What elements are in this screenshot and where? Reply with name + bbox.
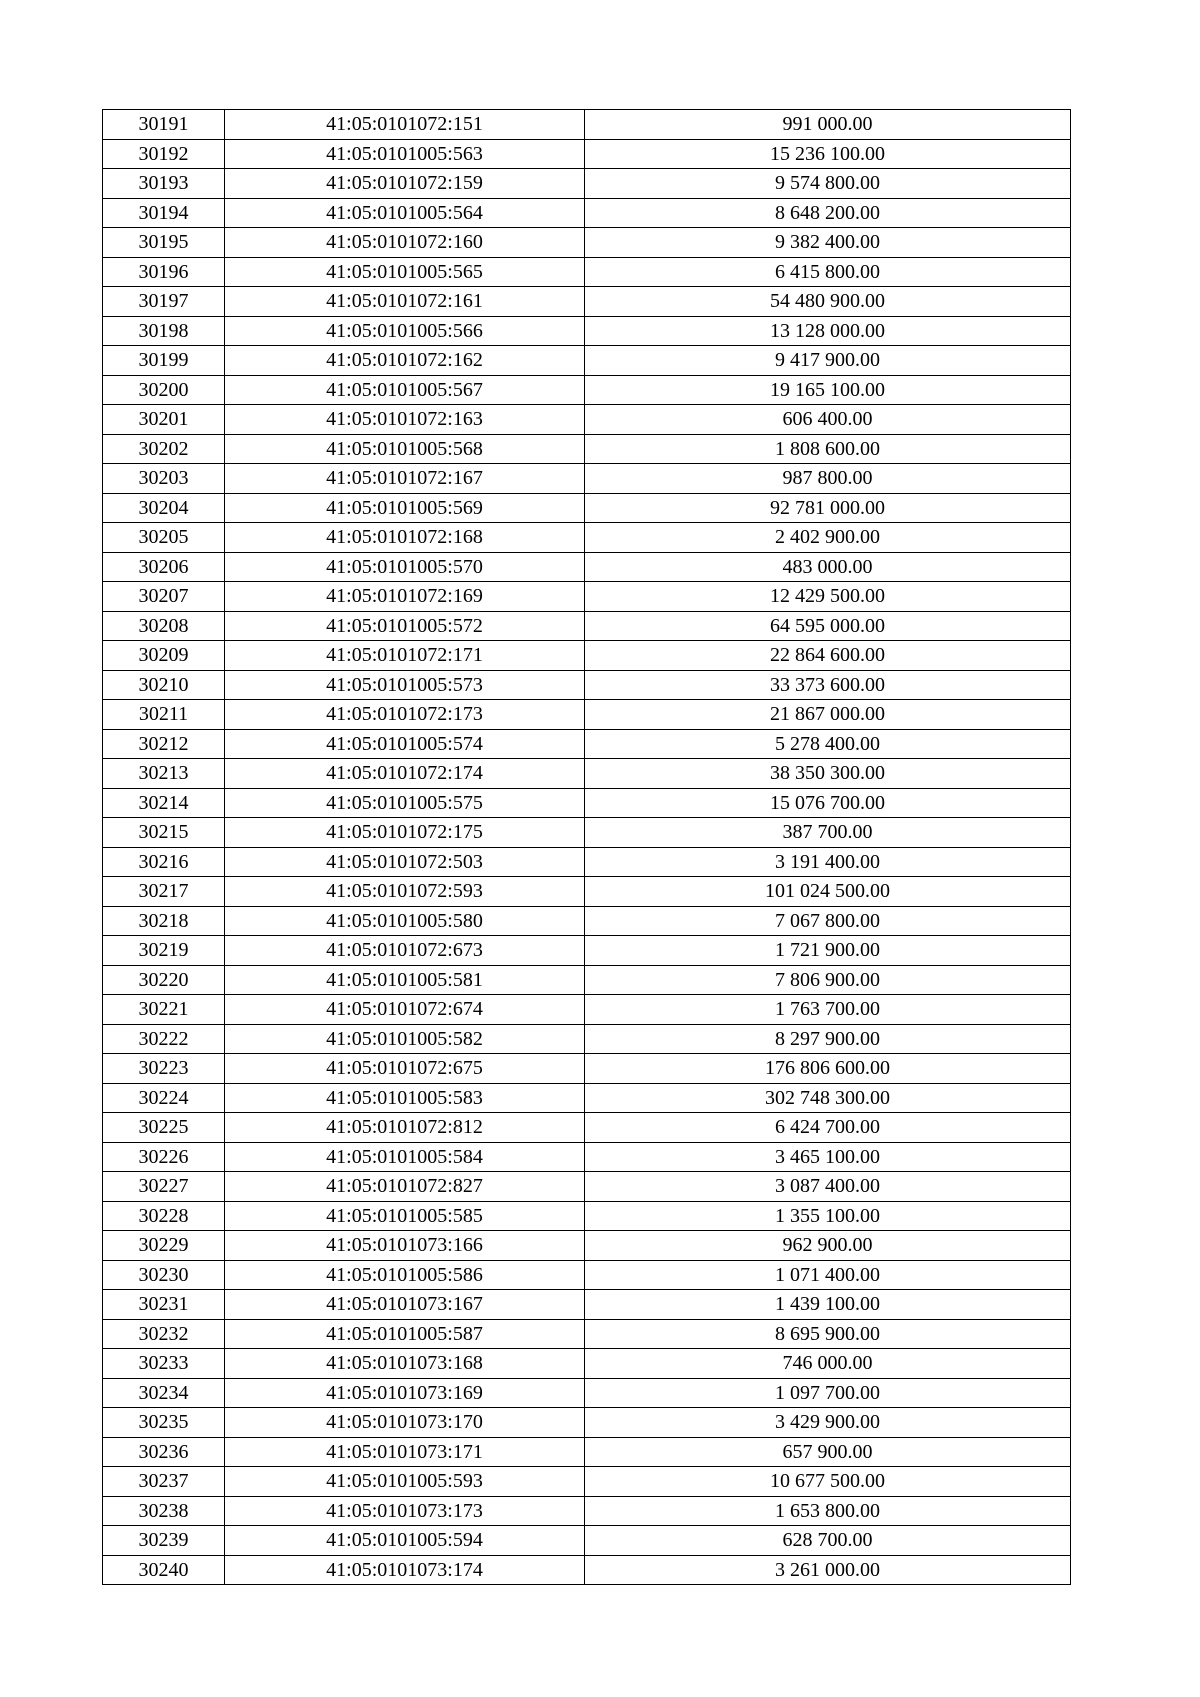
row-number-cell: 30227 xyxy=(103,1172,225,1202)
cadastral-number-cell: 41:05:0101072:593 xyxy=(225,877,585,907)
cadastral-number-cell: 41:05:0101005:565 xyxy=(225,257,585,287)
table-row xyxy=(103,1083,1071,1113)
cadastral-number-cell: 41:05:0101073:173 xyxy=(225,1496,585,1526)
cadastral-number-cell: 41:05:0101005:564 xyxy=(225,198,585,228)
cadastral-number-cell: 41:05:0101072:169 xyxy=(225,582,585,612)
table-body xyxy=(103,110,1071,1585)
row-number-cell: 30208 xyxy=(103,611,225,641)
row-number-cell: 30234 xyxy=(103,1378,225,1408)
cadastral-value-cell: 9 382 400.00 xyxy=(585,228,1071,258)
row-number-cell: 30206 xyxy=(103,552,225,582)
cadastral-value-cell: 6 415 800.00 xyxy=(585,257,1071,287)
table-row xyxy=(103,1319,1071,1349)
row-number-cell: 30235 xyxy=(103,1408,225,1438)
row-number-cell: 30221 xyxy=(103,995,225,1025)
cadastral-value-table xyxy=(102,109,1071,1585)
row-number-cell: 30236 xyxy=(103,1437,225,1467)
cadastral-value-cell: 387 700.00 xyxy=(585,818,1071,848)
cadastral-number-cell: 41:05:0101072:674 xyxy=(225,995,585,1025)
table-row xyxy=(103,1349,1071,1379)
table-row xyxy=(103,346,1071,376)
row-number-cell: 30225 xyxy=(103,1113,225,1143)
table-row xyxy=(103,906,1071,936)
cadastral-number-cell: 41:05:0101072:168 xyxy=(225,523,585,553)
cadastral-number-cell: 41:05:0101072:174 xyxy=(225,759,585,789)
table-row xyxy=(103,287,1071,317)
cadastral-value-cell: 8 695 900.00 xyxy=(585,1319,1071,1349)
cadastral-value-cell: 1 808 600.00 xyxy=(585,434,1071,464)
cadastral-value-cell: 606 400.00 xyxy=(585,405,1071,435)
table-row xyxy=(103,1201,1071,1231)
table-row xyxy=(103,139,1071,169)
cadastral-value-cell: 3 261 000.00 xyxy=(585,1555,1071,1585)
cadastral-number-cell: 41:05:0101005:587 xyxy=(225,1319,585,1349)
cadastral-number-cell: 41:05:0101072:162 xyxy=(225,346,585,376)
row-number-cell: 30199 xyxy=(103,346,225,376)
cadastral-value-cell: 1 071 400.00 xyxy=(585,1260,1071,1290)
cadastral-number-cell: 41:05:0101005:566 xyxy=(225,316,585,346)
cadastral-number-cell: 41:05:0101005:573 xyxy=(225,670,585,700)
cadastral-number-cell: 41:05:0101073:170 xyxy=(225,1408,585,1438)
row-number-cell: 30228 xyxy=(103,1201,225,1231)
cadastral-number-cell: 41:05:0101005:567 xyxy=(225,375,585,405)
row-number-cell: 30193 xyxy=(103,169,225,199)
row-number-cell: 30220 xyxy=(103,965,225,995)
cadastral-value-cell: 1 097 700.00 xyxy=(585,1378,1071,1408)
cadastral-value-cell: 13 128 000.00 xyxy=(585,316,1071,346)
cadastral-number-cell: 41:05:0101072:827 xyxy=(225,1172,585,1202)
row-number-cell: 30229 xyxy=(103,1231,225,1261)
table-row xyxy=(103,759,1071,789)
row-number-cell: 30230 xyxy=(103,1260,225,1290)
table-row xyxy=(103,464,1071,494)
cadastral-number-cell: 41:05:0101072:173 xyxy=(225,700,585,730)
cadastral-value-cell: 302 748 300.00 xyxy=(585,1083,1071,1113)
table-row xyxy=(103,936,1071,966)
table-row xyxy=(103,965,1071,995)
cadastral-value-cell: 7 806 900.00 xyxy=(585,965,1071,995)
table-row xyxy=(103,1437,1071,1467)
row-number-cell: 30191 xyxy=(103,110,225,140)
cadastral-number-cell: 41:05:0101073:174 xyxy=(225,1555,585,1585)
table-row xyxy=(103,1024,1071,1054)
row-number-cell: 30233 xyxy=(103,1349,225,1379)
row-number-cell: 30213 xyxy=(103,759,225,789)
table-row xyxy=(103,1260,1071,1290)
row-number-cell: 30207 xyxy=(103,582,225,612)
cadastral-value-cell: 10 677 500.00 xyxy=(585,1467,1071,1497)
row-number-cell: 30203 xyxy=(103,464,225,494)
cadastral-value-cell: 22 864 600.00 xyxy=(585,641,1071,671)
cadastral-value-cell: 1 355 100.00 xyxy=(585,1201,1071,1231)
row-number-cell: 30240 xyxy=(103,1555,225,1585)
row-number-cell: 30217 xyxy=(103,877,225,907)
row-number-cell: 30211 xyxy=(103,700,225,730)
row-number-cell: 30196 xyxy=(103,257,225,287)
table-row xyxy=(103,1555,1071,1585)
cadastral-number-cell: 41:05:0101072:171 xyxy=(225,641,585,671)
cadastral-value-cell: 1 763 700.00 xyxy=(585,995,1071,1025)
row-number-cell: 30222 xyxy=(103,1024,225,1054)
cadastral-number-cell: 41:05:0101072:161 xyxy=(225,287,585,317)
table-row xyxy=(103,1496,1071,1526)
table-row xyxy=(103,493,1071,523)
cadastral-number-cell: 41:05:0101072:151 xyxy=(225,110,585,140)
cadastral-value-cell: 8 648 200.00 xyxy=(585,198,1071,228)
table-row xyxy=(103,1378,1071,1408)
cadastral-number-cell: 41:05:0101072:160 xyxy=(225,228,585,258)
table-row xyxy=(103,1408,1071,1438)
cadastral-value-cell: 483 000.00 xyxy=(585,552,1071,582)
table-row xyxy=(103,169,1071,199)
cadastral-number-cell: 41:05:0101072:163 xyxy=(225,405,585,435)
table-row xyxy=(103,611,1071,641)
row-number-cell: 30238 xyxy=(103,1496,225,1526)
row-number-cell: 30210 xyxy=(103,670,225,700)
table-row xyxy=(103,1054,1071,1084)
cadastral-number-cell: 41:05:0101005:572 xyxy=(225,611,585,641)
cadastral-value-cell: 3 087 400.00 xyxy=(585,1172,1071,1202)
row-number-cell: 30239 xyxy=(103,1526,225,1556)
cadastral-value-cell: 6 424 700.00 xyxy=(585,1113,1071,1143)
cadastral-value-cell: 9 417 900.00 xyxy=(585,346,1071,376)
row-number-cell: 30216 xyxy=(103,847,225,877)
cadastral-number-cell: 41:05:0101005:570 xyxy=(225,552,585,582)
cadastral-value-cell: 746 000.00 xyxy=(585,1349,1071,1379)
cadastral-value-cell: 92 781 000.00 xyxy=(585,493,1071,523)
table-row xyxy=(103,552,1071,582)
row-number-cell: 30192 xyxy=(103,139,225,169)
cadastral-number-cell: 41:05:0101005:568 xyxy=(225,434,585,464)
cadastral-value-cell: 5 278 400.00 xyxy=(585,729,1071,759)
table-row xyxy=(103,1231,1071,1261)
cadastral-number-cell: 41:05:0101072:675 xyxy=(225,1054,585,1084)
cadastral-value-cell: 54 480 900.00 xyxy=(585,287,1071,317)
cadastral-number-cell: 41:05:0101072:159 xyxy=(225,169,585,199)
row-number-cell: 30219 xyxy=(103,936,225,966)
cadastral-value-cell: 176 806 600.00 xyxy=(585,1054,1071,1084)
cadastral-value-cell: 987 800.00 xyxy=(585,464,1071,494)
row-number-cell: 30232 xyxy=(103,1319,225,1349)
cadastral-number-cell: 41:05:0101005:581 xyxy=(225,965,585,995)
cadastral-value-cell: 1 439 100.00 xyxy=(585,1290,1071,1320)
cadastral-value-cell: 33 373 600.00 xyxy=(585,670,1071,700)
row-number-cell: 30205 xyxy=(103,523,225,553)
cadastral-value-cell: 38 350 300.00 xyxy=(585,759,1071,789)
table-row xyxy=(103,434,1071,464)
table-row xyxy=(103,788,1071,818)
table-row xyxy=(103,641,1071,671)
cadastral-number-cell: 41:05:0101072:175 xyxy=(225,818,585,848)
table-row xyxy=(103,1142,1071,1172)
cadastral-value-cell: 12 429 500.00 xyxy=(585,582,1071,612)
table-row xyxy=(103,877,1071,907)
cadastral-number-cell: 41:05:0101072:673 xyxy=(225,936,585,966)
cadastral-number-cell: 41:05:0101005:580 xyxy=(225,906,585,936)
row-number-cell: 30204 xyxy=(103,493,225,523)
cadastral-number-cell: 41:05:0101005:574 xyxy=(225,729,585,759)
cadastral-number-cell: 41:05:0101005:594 xyxy=(225,1526,585,1556)
cadastral-number-cell: 41:05:0101073:167 xyxy=(225,1290,585,1320)
table-row xyxy=(103,670,1071,700)
cadastral-number-cell: 41:05:0101073:166 xyxy=(225,1231,585,1261)
cadastral-number-cell: 41:05:0101073:169 xyxy=(225,1378,585,1408)
table-row xyxy=(103,257,1071,287)
row-number-cell: 30200 xyxy=(103,375,225,405)
cadastral-number-cell: 41:05:0101005:583 xyxy=(225,1083,585,1113)
row-number-cell: 30194 xyxy=(103,198,225,228)
table-row xyxy=(103,523,1071,553)
cadastral-number-cell: 41:05:0101005:575 xyxy=(225,788,585,818)
cadastral-value-cell: 19 165 100.00 xyxy=(585,375,1071,405)
cadastral-number-cell: 41:05:0101005:593 xyxy=(225,1467,585,1497)
table-row xyxy=(103,1113,1071,1143)
cadastral-value-cell: 3 429 900.00 xyxy=(585,1408,1071,1438)
cadastral-value-cell: 2 402 900.00 xyxy=(585,523,1071,553)
row-number-cell: 30237 xyxy=(103,1467,225,1497)
table-row xyxy=(103,1290,1071,1320)
cadastral-value-cell: 64 595 000.00 xyxy=(585,611,1071,641)
row-number-cell: 30195 xyxy=(103,228,225,258)
row-number-cell: 30223 xyxy=(103,1054,225,1084)
row-number-cell: 30224 xyxy=(103,1083,225,1113)
row-number-cell: 30202 xyxy=(103,434,225,464)
cadastral-value-cell: 1 721 900.00 xyxy=(585,936,1071,966)
table-row xyxy=(103,198,1071,228)
cadastral-value-cell: 1 653 800.00 xyxy=(585,1496,1071,1526)
cadastral-number-cell: 41:05:0101072:167 xyxy=(225,464,585,494)
row-number-cell: 30209 xyxy=(103,641,225,671)
cadastral-number-cell: 41:05:0101072:812 xyxy=(225,1113,585,1143)
table-row xyxy=(103,582,1071,612)
cadastral-value-cell: 657 900.00 xyxy=(585,1437,1071,1467)
cadastral-value-cell: 991 000.00 xyxy=(585,110,1071,140)
cadastral-value-cell: 8 297 900.00 xyxy=(585,1024,1071,1054)
cadastral-value-cell: 21 867 000.00 xyxy=(585,700,1071,730)
cadastral-number-cell: 41:05:0101005:584 xyxy=(225,1142,585,1172)
table-row xyxy=(103,375,1071,405)
table-row xyxy=(103,1172,1071,1202)
row-number-cell: 30218 xyxy=(103,906,225,936)
cadastral-number-cell: 41:05:0101073:168 xyxy=(225,1349,585,1379)
cadastral-value-cell: 9 574 800.00 xyxy=(585,169,1071,199)
cadastral-value-cell: 7 067 800.00 xyxy=(585,906,1071,936)
row-number-cell: 30198 xyxy=(103,316,225,346)
table-row xyxy=(103,818,1071,848)
row-number-cell: 30212 xyxy=(103,729,225,759)
row-number-cell: 30215 xyxy=(103,818,225,848)
table-row xyxy=(103,110,1071,140)
table-row xyxy=(103,228,1071,258)
row-number-cell: 30214 xyxy=(103,788,225,818)
cadastral-value-cell: 962 900.00 xyxy=(585,1231,1071,1261)
table-row xyxy=(103,995,1071,1025)
cadastral-number-cell: 41:05:0101072:503 xyxy=(225,847,585,877)
table-row xyxy=(103,847,1071,877)
cadastral-value-cell: 628 700.00 xyxy=(585,1526,1071,1556)
cadastral-value-cell: 15 236 100.00 xyxy=(585,139,1071,169)
cadastral-value-cell: 101 024 500.00 xyxy=(585,877,1071,907)
row-number-cell: 30226 xyxy=(103,1142,225,1172)
cadastral-value-cell: 3 465 100.00 xyxy=(585,1142,1071,1172)
row-number-cell: 30201 xyxy=(103,405,225,435)
cadastral-number-cell: 41:05:0101005:569 xyxy=(225,493,585,523)
cadastral-number-cell: 41:05:0101005:585 xyxy=(225,1201,585,1231)
cadastral-number-cell: 41:05:0101005:582 xyxy=(225,1024,585,1054)
table-row xyxy=(103,700,1071,730)
table-row xyxy=(103,405,1071,435)
table-row xyxy=(103,1526,1071,1556)
cadastral-number-cell: 41:05:0101005:586 xyxy=(225,1260,585,1290)
table-row xyxy=(103,316,1071,346)
cadastral-value-cell: 3 191 400.00 xyxy=(585,847,1071,877)
table-row xyxy=(103,729,1071,759)
cadastral-number-cell: 41:05:0101073:171 xyxy=(225,1437,585,1467)
cadastral-value-cell: 15 076 700.00 xyxy=(585,788,1071,818)
row-number-cell: 30197 xyxy=(103,287,225,317)
row-number-cell: 30231 xyxy=(103,1290,225,1320)
cadastral-number-cell: 41:05:0101005:563 xyxy=(225,139,585,169)
table-row xyxy=(103,1467,1071,1497)
